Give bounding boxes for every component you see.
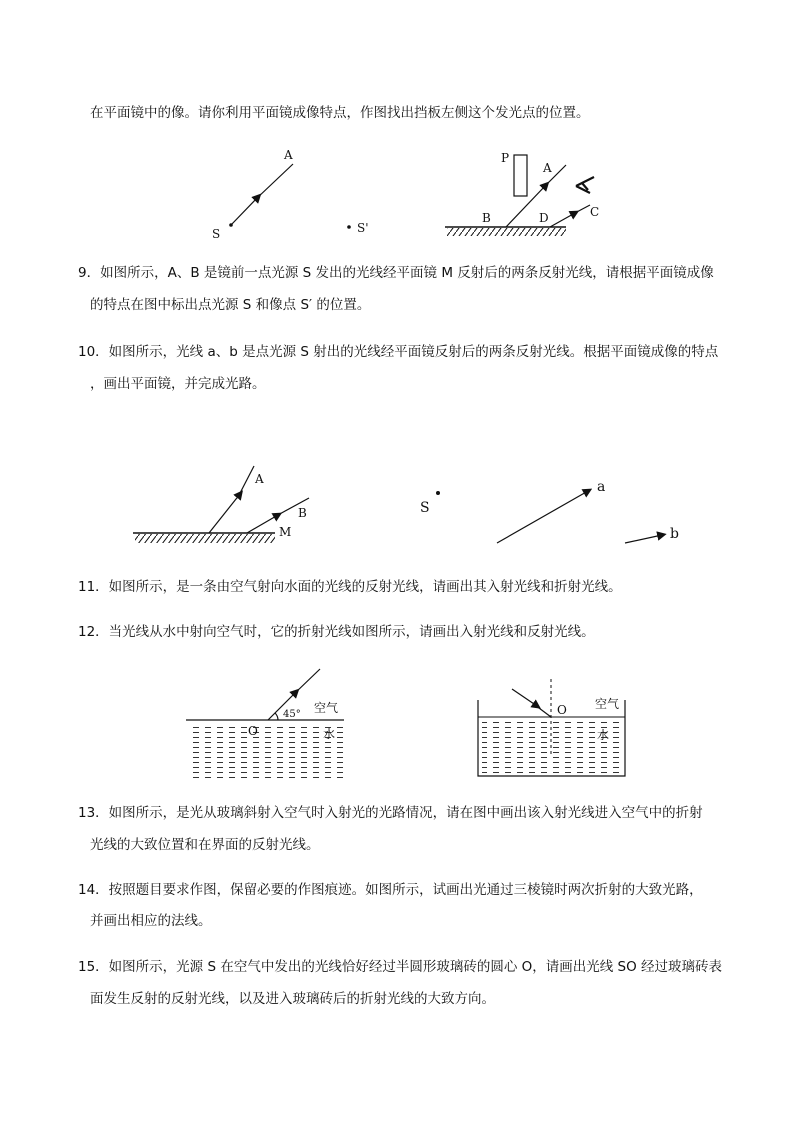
ray-a <box>497 491 588 543</box>
label-b: B <box>482 211 491 225</box>
ray-b <box>625 535 662 543</box>
label-b: b <box>670 526 679 542</box>
figure-2 <box>445 151 599 236</box>
label-s: S <box>212 227 221 241</box>
ray-a-arrow <box>209 494 240 533</box>
point-s-prime <box>347 225 351 229</box>
label-o: O <box>557 703 567 717</box>
label-a: A <box>543 161 552 175</box>
ray-b-arrow <box>247 515 278 533</box>
point-s <box>436 491 440 495</box>
question-14-line-1: 14．按照题目要求作图，保留必要的作图痕迹。如图所示，试画出光通过三棱镜时两次折射的大致光路， <box>78 882 703 898</box>
label-p: P <box>501 151 510 165</box>
figure-3 <box>133 466 309 543</box>
label-water: 水 <box>597 728 610 742</box>
label-s: S <box>420 500 430 516</box>
question-10-line-1: 10．如图所示，光线 a、b 是点光源 S 射出的光线经平面镜反射后的两条反射光线。根据平面镜成像的特点 <box>78 344 719 360</box>
question-14-line-2: 并画出相应的法线。 <box>90 913 212 929</box>
question-15-line-1: 15．如图所示，光源 S 在空气中发出的光线恰好经过半圆形玻璃砖的圆心 O，请画出光线 SO 经过玻璃砖表 <box>78 959 723 975</box>
ray-s-a-arrow <box>231 197 258 225</box>
label-s-prime: S' <box>357 221 369 235</box>
question-9-line-1: 9．如图所示，A、B 是镜前一点光源 S 发出的光线经平面镜 M 反射后的两条反射光线，请根据平面镜成像 <box>78 265 714 281</box>
question-15-line-2: 面发生反射的反射光线，以及进入玻璃砖后的折射光线的大致方向。 <box>90 991 495 1007</box>
question-9-line-2: 的特点在图中标出点光源 S 和像点 S′ 的位置。 <box>90 297 371 313</box>
ray-a <box>238 466 254 497</box>
ray-d-c-arrow <box>550 213 575 227</box>
label-m: M <box>279 525 292 539</box>
figure-6 <box>478 679 625 776</box>
mirror-hatch <box>447 228 566 236</box>
label-o: O <box>248 724 258 738</box>
label-a: A <box>255 472 264 486</box>
water-body <box>190 723 343 778</box>
ray-s-a <box>256 164 293 199</box>
figure-4 <box>420 479 679 543</box>
label-c: C <box>590 205 600 219</box>
question-11-line-1: 11．如图所示，是一条由空气射向水面的光线的反射光线，请画出其入射光线和折射光线。 <box>78 579 622 595</box>
intro-tail-text: 在平面镜中的像。请你利用平面镜成像特点，作图找出挡板左侧这个发光点的位置。 <box>90 105 590 121</box>
question-12-line-1: 12．当光线从水中射向空气时，它的折射光线如图所示，请画出入射光线和反射光线。 <box>78 624 595 640</box>
label-angle: 45° <box>283 709 301 720</box>
eye-icon <box>576 177 594 193</box>
question-10-line-2: ，画出平面镜，并完成光路。 <box>90 376 266 392</box>
question-13-line-2: 光线的大致位置和在界面的反射光线。 <box>90 837 320 853</box>
barrier-p <box>514 155 527 196</box>
label-b: B <box>298 506 307 520</box>
reflected-ray <box>294 669 320 694</box>
refracted-ray-arrow <box>512 689 537 706</box>
figure-1 <box>212 148 369 241</box>
refracted-ray <box>535 705 551 717</box>
label-d: D <box>539 211 549 225</box>
label-air: 空气 <box>595 697 620 711</box>
figure-5 <box>186 669 344 778</box>
label-a: a <box>597 479 606 495</box>
label-a: A <box>284 148 293 162</box>
label-water: 水 <box>323 727 336 741</box>
ray-d-c <box>573 205 590 214</box>
label-air: 空气 <box>314 701 339 715</box>
question-13-line-1: 13．如图所示，是光从玻璃斜射入空气时入射光的光路情况，请在图中画出该入射光线进入空气中的折射 <box>78 805 703 821</box>
mirror-m-hatch <box>135 534 275 543</box>
angle-arc <box>275 713 278 720</box>
